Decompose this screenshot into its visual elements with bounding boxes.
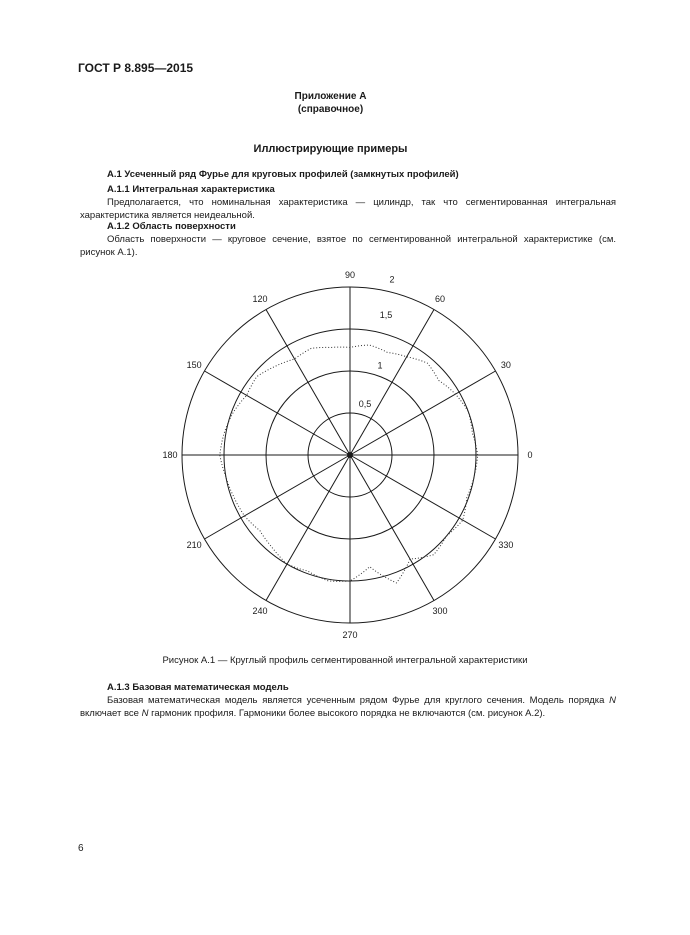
angle-label: 0	[527, 450, 533, 460]
radius-label: 1	[377, 360, 383, 371]
paragraph-a1-3	[80, 694, 616, 720]
appendix-subtitle: (справочное)	[297, 104, 364, 115]
angle-label: 180	[162, 450, 178, 460]
angle-label: 330	[498, 540, 514, 550]
heading-a1: А.1 Усеченный ряд Фурье для круговых профилей (замкнутых профилей)	[107, 169, 459, 180]
variable-n: N	[141, 708, 149, 719]
grid-spoke	[266, 310, 350, 455]
grid-spoke	[205, 371, 350, 455]
heading-a1-3: А.1.3 Базовая математическая модель	[107, 682, 289, 693]
radius-label: 1,5	[379, 309, 393, 320]
paragraph-a1-3-part2: включает все	[80, 708, 142, 719]
grid-spoke	[350, 371, 495, 455]
paragraph-a1-2-text: Область поверхности — круговое сечение, взятое по сегментированной интегральной характеристике (см. рисунок А.1).	[80, 234, 616, 258]
heading-a1-1: А.1.1 Интегральная характеристика	[107, 184, 275, 195]
center-point	[347, 452, 353, 458]
grid-spoke	[205, 455, 350, 539]
polar-grid	[182, 287, 518, 623]
profile-series	[220, 345, 478, 583]
angle-label: 300	[432, 605, 448, 616]
profile-line	[220, 345, 478, 583]
radius-label: 2	[389, 274, 395, 285]
angle-label: 240	[252, 605, 268, 616]
angle-label: 90	[344, 270, 356, 280]
angle-label: 150	[186, 360, 202, 370]
heading-a1-2: А.1.2 Область поверхности	[107, 221, 236, 232]
grid-spoke	[350, 455, 495, 539]
grid-spoke	[266, 455, 350, 600]
radius-label: 0,5	[358, 398, 372, 409]
angle-label: 60	[434, 294, 446, 305]
paragraph-a1-1-text: Предполагается, что номинальная характеристика — цилиндр, так что сегментированная интегральная характеристика является неидеальной.	[80, 197, 616, 221]
angle-label: 270	[342, 630, 358, 640]
paragraph-a1-2	[80, 233, 616, 259]
variable-n: N	[609, 695, 616, 706]
angle-label: 210	[186, 540, 202, 550]
page-number: 6	[78, 843, 84, 854]
paragraph-a1-1	[80, 196, 616, 222]
paragraph-a1-3-part1: Базовая математическая модель является усеченным рядом Фурье для круглого сечения. Модель порядка	[107, 695, 610, 706]
polar-chart	[160, 270, 540, 640]
paragraph-a1-3-part3: гармоник профиля. Гармоники более высокого порядка не включаются (см. рисунок А.2).	[148, 708, 546, 719]
grid-spoke	[350, 455, 434, 600]
angle-label: 120	[252, 294, 268, 305]
section-title: Иллюстрирующие примеры	[253, 143, 408, 155]
document-code: ГОСТ Р 8.895—2015	[78, 61, 194, 75]
appendix-title: Приложение А	[294, 91, 367, 102]
angle-label: 30	[500, 360, 511, 370]
figure-caption: Рисунок А.1 — Круглый профиль сегментированной интегральной характеристики	[162, 655, 528, 666]
grid-spoke	[350, 310, 434, 455]
